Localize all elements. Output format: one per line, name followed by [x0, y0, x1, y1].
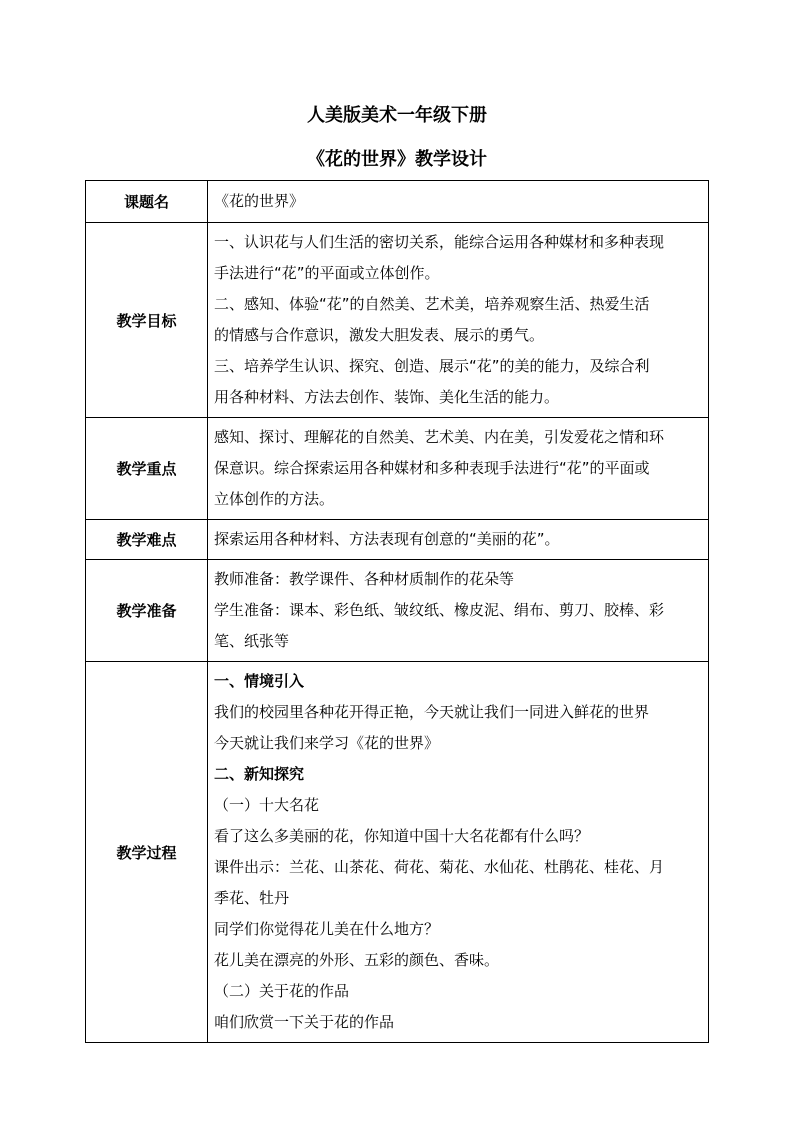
row-label-objectives: 教学目标 — [86, 223, 208, 418]
content-line: 我们的校园里各种花开得正艳，今天就让我们一同进入鲜花的世界 — [214, 703, 650, 721]
content-line: 一、认识花与人们生活的密切关系，能综合运用各种媒材和多种表现 — [214, 233, 665, 251]
content-line: 保意识。综合探索运用各种媒材和多种表现手法进行“花”的平面或 — [214, 459, 650, 477]
table-row — [86, 560, 709, 662]
content-line: 三、培养学生认识、探究、创造、展示“花”的美的能力，及综合利 — [214, 357, 650, 375]
row-content-objectives — [208, 223, 709, 418]
content-line: （二）关于花的作品 — [214, 982, 350, 1000]
document-title: 人美版美术一年级下册 — [307, 105, 487, 126]
document-subtitle: 《花的世界》教学设计 — [307, 149, 487, 170]
content-line: 咱们欣赏一下关于花的作品 — [214, 1013, 395, 1031]
content-line: 《花的世界》 — [214, 192, 305, 210]
content-line: 的情感与合作意识，激发大胆发表、展示的勇气。 — [214, 326, 545, 344]
content-line: 教师准备：教学课件、各种材质制作的花朵等 — [214, 570, 515, 588]
row-label-difficulties: 教学难点 — [86, 520, 208, 560]
table-row — [86, 520, 709, 560]
row-label-preparation: 教学准备 — [86, 560, 208, 662]
section-heading: 二、新知探究 — [214, 765, 305, 783]
content-line: 同学们你觉得花儿美在什么地方？ — [214, 920, 440, 938]
content-line: 探索运用各种材料、方法表现有创意的“美丽的花”。 — [214, 530, 560, 548]
content-line: 二、感知、体验“花”的自然美、艺术美，培养观察生活、热爱生活 — [214, 295, 650, 313]
table-row — [86, 181, 709, 223]
table-row — [86, 418, 709, 520]
row-content-difficulties — [208, 520, 709, 560]
table-row — [86, 662, 709, 1043]
content-line: 今天就让我们来学习《花的世界》 — [214, 734, 440, 752]
row-content-process — [208, 662, 709, 1043]
row-label-key-points: 教学重点 — [86, 418, 208, 520]
row-label-topic: 课题名 — [86, 181, 208, 223]
row-content-key-points — [208, 418, 709, 520]
content-line: 感知、探讨、理解花的自然美、艺术美、内在美，引发爱花之情和环 — [214, 428, 665, 446]
content-line: 用各种材料、方法去创作、装饰、美化生活的能力。 — [214, 388, 560, 406]
row-content-topic — [208, 181, 709, 223]
content-line: 季花、牡丹 — [214, 889, 290, 907]
content-line: 手法进行“花”的平面或立体创作。 — [214, 264, 440, 282]
row-label-process: 教学过程 — [86, 662, 208, 1043]
content-line: 笔、纸张等 — [214, 632, 290, 650]
content-line: 立体创作的方法。 — [214, 490, 335, 508]
content-line: 课件出示：兰花、山茶花、荷花、菊花、水仙花、杜鹃花、桂花、月 — [214, 858, 665, 876]
table-row — [86, 223, 709, 418]
content-line: 看了这么多美丽的花，你知道中国十大名花都有什么吗？ — [214, 827, 590, 845]
section-heading: 一、情境引入 — [214, 672, 305, 690]
content-line: （一）十大名花 — [214, 796, 320, 814]
content-line: 花儿美在漂亮的外形、五彩的颜色、香味。 — [214, 951, 500, 969]
content-line: 学生准备：课本、彩色纸、皱纹纸、橡皮泥、绢布、剪刀、胶棒、彩 — [214, 601, 665, 619]
row-content-preparation — [208, 560, 709, 662]
lesson-plan-table — [85, 180, 709, 1043]
